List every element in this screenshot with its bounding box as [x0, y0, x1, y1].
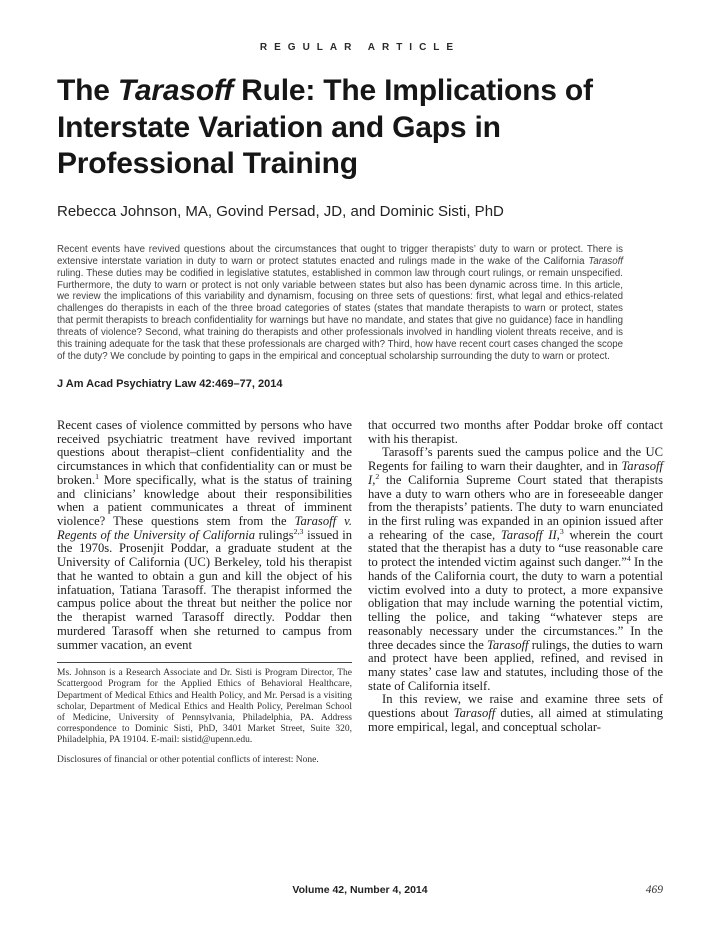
body-paragraph: Recent cases of violence committed by persons who have received psychiatric treatment have revived important questions about therapist–client confidentiality and the circumstances in which that confidentiality can or must be broken.$^1$ More specifically, what is the status of training and clinicians’ knowledge about their responsibilities when a patient communicates a threat of imminent violence? These questions stem from the Tarasoff v. Regents of the University of California rulings$^{2,3}$ issued in the 1970s. Prosenjit Poddar, a graduate student at the University of California (UC) Berkeley, told his therapist that he wanted to obtain a gun and kill the object of his infatuation, Tatiana Tarasoff. The therapist informed the campus police about the threat but neither the police nor the therapist warned Tarasoff directly. Poddar then murdered Tarasoff when she returned to campus from summer vacation, an event — [57, 418, 352, 652]
body-paragraph: Tarasoff’s parents sued the campus police and the UC Regents for failing to warn their daughter, and in Tarasoff I,$^2$ the California Supreme Court stated that therapists have a duty to warn others who are in foreseeable danger from the therapists’ patients. The duty to warn enunciated in the first ruling was expanded in an opinion issued after a rehearing of the case, Tarasoff II,$^3$ wherein the court stated that the therapist has a duty to “use reasonable care to protect the intended victim against such danger.”$^4$ In the hands of the California court, the duty to warn a potential victim evolved into a duty to protect, a more expansive obligation that may include warning the potential victim, telling the police, and taking “whatever steps are reasonably necessary under the circumstances.” In the three decades since the Tarasoff rulings, the duties to warn and protect have been applied, refined, and revised in many states’ case law and statutes, including those of the state of California itself. — [368, 445, 664, 693]
body-paragraph: that occurred two months after Poddar broke off contact with his therapist. — [368, 418, 663, 446]
affiliation-footnote: Ms. Johnson is a Research Associate and Dr. Sisti is Program Director, The Scattergood Program for the Applied Ethics of Behavioral Healthcare, Department of Medical Ethics and Health Policy, and Mr. Persad is a visiting scholar, Department of Medical Ethics and Health Policy, Perelman School of Medicine, University of Pennsylvania, Philadelphia, PA. Address correspondence to Dominic Sisti, PhD, 3401 Market Street, Suite 320, Philadelphia, PA 19104. E-mail: sistid@upenn.edu. — [57, 668, 352, 746]
body-columns — [57, 419, 663, 831]
article-title: The Tarasoff Rule: The Implications of Interstate Variation and Gaps in Professional Training — [57, 74, 593, 181]
abstract-text: Recent events have revived questions about the circumstances that ought to trigger therapists’ duty to warn or protect. There is extensive interstate variation in duty to warn or protect statutes enacted and rulings made in the wake of the California Tarasoff ruling. These duties may be codified in legislative statutes, established in common law through court rulings, or remain unspecified. Furthermore, the duty to warn or protect is not only variable between states but also has been dynamic across time. In this article, we review the implications of this variability and dynamism, focusing on three sets of questions: first, what legal and ethics-related challenges do therapists in each of the three broad categories of states (states that mandate therapists to warn or protect, states that permit therapists to breach confidentiality for warnings but have no mandate, and states that give no guidance) face in handling threats of violence? Second, what training do therapists and other professionals involved in handling violent threats receive, and is this training adequate for the task that these professionals are charged with? Third, how have recent court cases changed the scope of the duty? We conclude by pointing to gaps in the empirical and conceptual scholarship surrounding the duty to warn or protect. — [57, 243, 623, 363]
authors-line: Rebecca Johnson, MA, Govind Persad, JD, and Dominic Sisti, PhD — [57, 202, 504, 220]
footer-volume-info: Volume 42, Number 4, 2014 — [292, 884, 428, 896]
footer-page-number: 469 — [645, 884, 663, 896]
footnote-divider — [57, 662, 352, 663]
left-column — [57, 419, 352, 831]
journal-citation: J Am Acad Psychiatry Law 42:469–77, 2014 — [57, 378, 283, 390]
page-footer — [57, 884, 663, 900]
body-paragraph: In this review, we raise and examine three sets of questions about Tarasoff duties, all aimed at stimulating more empirical, legal, and conceptual scholar- — [368, 692, 664, 734]
article-type-label: REGULAR ARTICLE — [259, 42, 461, 53]
right-column — [368, 419, 663, 831]
disclosure-footnote: Disclosures of financial or other potential conflicts of interest: None. — [57, 754, 319, 765]
